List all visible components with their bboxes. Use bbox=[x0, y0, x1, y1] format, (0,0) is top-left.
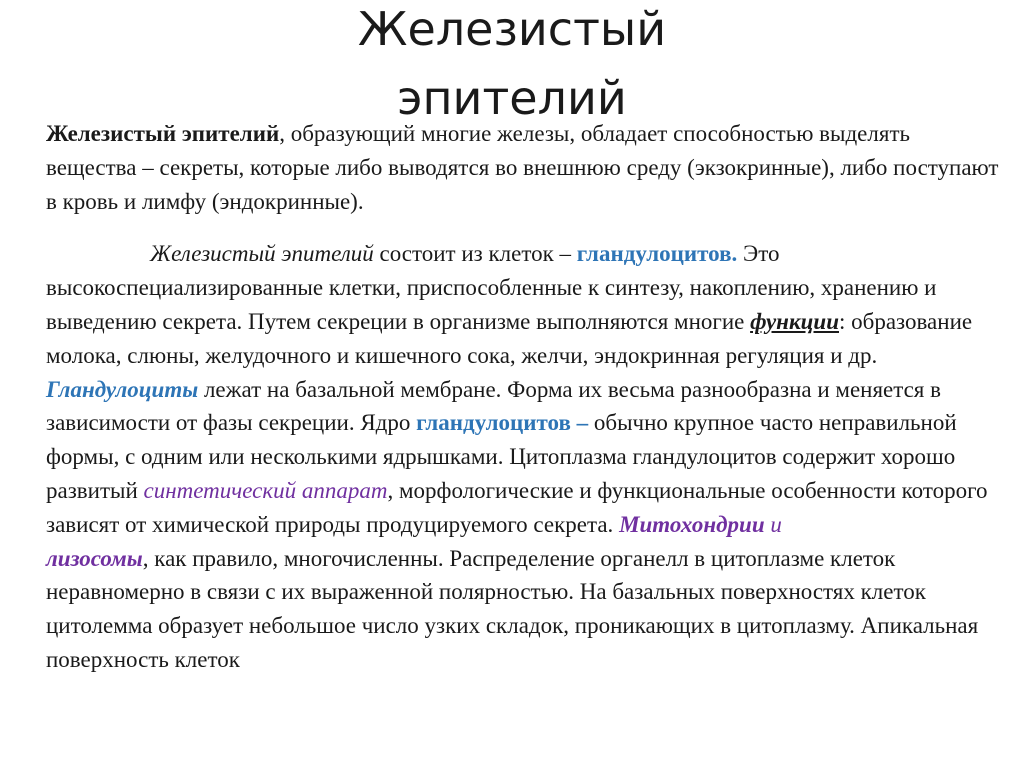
term-synthetic-apparatus: синтетический аппарат bbox=[143, 477, 388, 503]
paragraph-intro bbox=[46, 117, 1006, 218]
slide-body bbox=[46, 117, 1006, 677]
slide-title-line-2: эпителий bbox=[397, 71, 627, 125]
term-lysosomes: лизосомы bbox=[46, 545, 143, 571]
conjunction-and: и bbox=[764, 511, 782, 537]
intro-text: , образующий многие железы, обладает способностью выделять вещества – секреты, которые либо выводятся во внешнюю среду (экзокринные), либо поступают в кровь и лимфу (эндокринные). bbox=[46, 121, 999, 214]
details-text-6: , морфологические и функциональные особенности которого зависят от химической природы продуцируемого секрета. bbox=[46, 477, 988, 537]
mitochondria-group bbox=[619, 512, 782, 537]
slide-title-line-1: Железистый bbox=[357, 2, 667, 56]
details-text-4: лежат на базальной мембране. Форма их весьма разнообразна и меняется в зависимости от фазы секреции. Ядро bbox=[46, 376, 941, 436]
term-glandular-epithelium-italic: Железистый эпителий bbox=[150, 241, 374, 267]
term-glandulocytes-nucleus: гландулоцитов – bbox=[416, 410, 589, 436]
details-text-2: Это высокоспециализированные клетки, приспособленные к синтезу, накоплению, хранению и выведению секрета. Путем секреции в организме выполняются многие bbox=[46, 241, 937, 334]
term-glandulocytes-italic: Гландулоциты bbox=[46, 376, 199, 402]
details-text-1: состоит из клеток – bbox=[373, 241, 577, 267]
details-text-3: : образование молока, слюны, желудочного и кишечного сока, желчи, эндокринная регуляция и др. bbox=[46, 308, 973, 368]
term-glandulocytes: гландулоцитов. bbox=[576, 241, 738, 267]
paragraph-details bbox=[46, 237, 1006, 676]
details-text-7: , как правило, многочисленны. Распределение органелл в цитоплазме клеток неравномерно в связи с их выраженной полярностью. На базальных поверхностях клеток цитолемма образует небольшое число узких складок, проникающих в цитоплазму. Апикальная поверхность клеток bbox=[46, 545, 979, 672]
term-mitochondria: Митохондрии bbox=[619, 511, 765, 537]
term-glandular-epithelium: Железистый эпителий bbox=[46, 121, 280, 146]
term-functions: функции bbox=[750, 308, 839, 334]
details-text-5: обычно крупное часто неправильной формы, с одним или несколькими ядрышками. Цитоплазма гландулоцитов содержит хорошо развитый bbox=[46, 410, 957, 503]
